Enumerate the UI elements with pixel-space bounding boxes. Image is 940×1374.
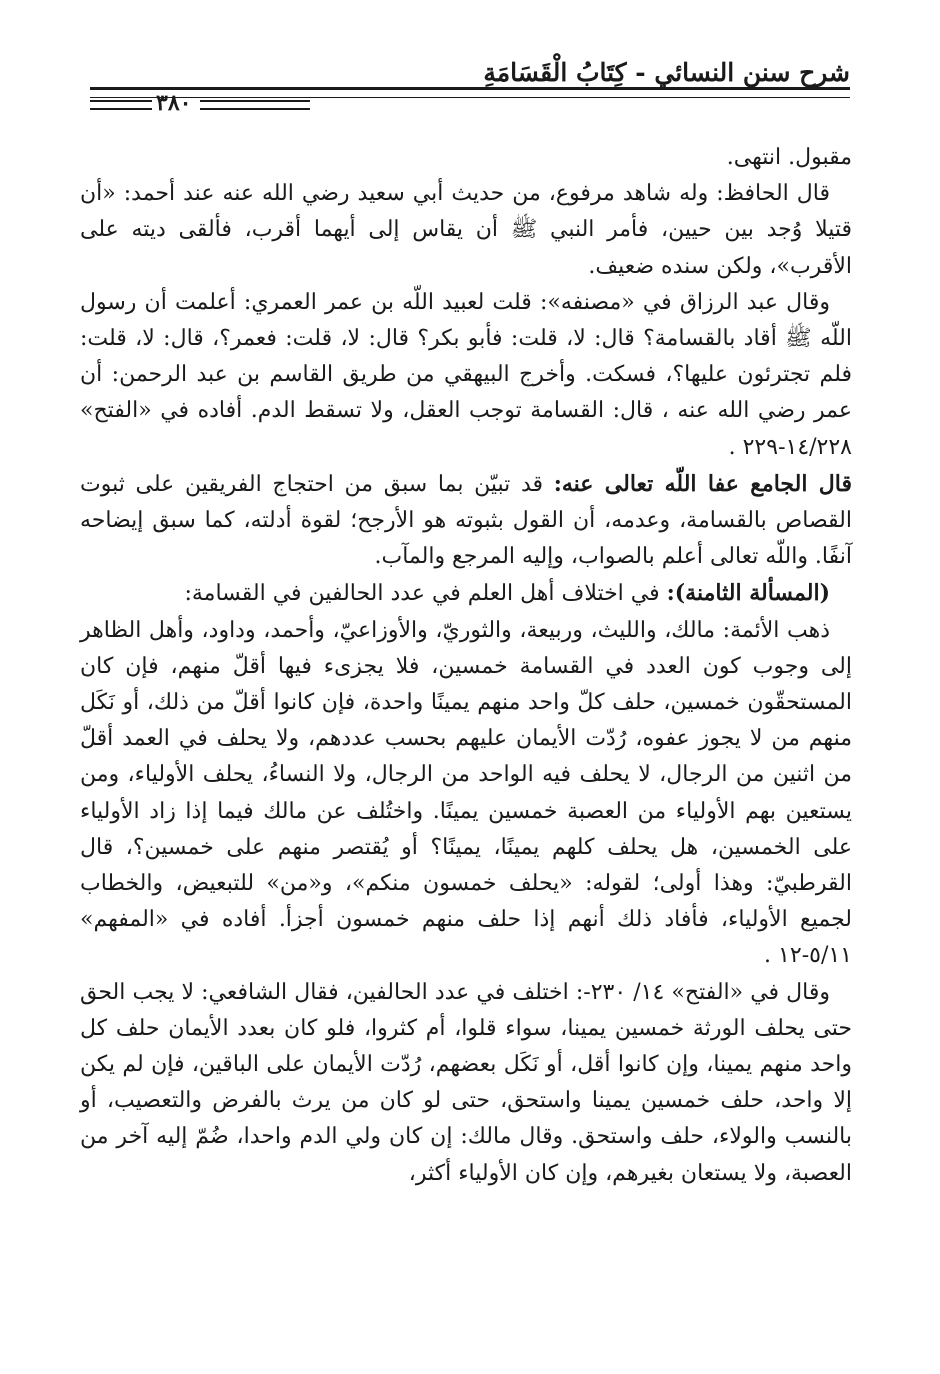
paragraph-text: مقبول. انتهى.: [726, 145, 852, 170]
paragraph-lead: قال الجامع عفا اللّه تعالى عنه:: [553, 470, 852, 497]
paragraph: [80, 140, 852, 176]
paragraph-text: قد تبيّن بما سبق من احتجاج الفريقين على ثبوت القصاص بالقسامة، وعدمه، أن القول بثبوته هو الأرجح؛ لقوة أدلته، كما سبق إيضاحه آنفًا. واللّه تعالى أعلم بالصواب، وإليه المرجع والمآب.: [80, 471, 852, 570]
paragraph: [80, 975, 852, 1192]
paragraph-text: وقال عبد الرزاق في «مصنفه»: قلت لعبيد اللّه بن عمر العمري: أعلمت أن رسول اللّه ﷺ أقاد بالقسامة؟ قال: لا، قلت: فأبو بكر؟ قال: لا، قلت: فعمر؟، قال: لا، قلت: فلم تجترئون عليها؟، فسكت. وأخرج البيهقي من طريق القاسم بن عبد الرحمن: أن عمر رضي الله عنه ، قال: القسامة توجب العقل، ولا تسقط الدم. أفاده في «الفتح» ١٤/٢٢٨-٢٢٩ .: [80, 289, 852, 460]
page-number-block: [90, 90, 310, 130]
paragraph: [80, 285, 852, 466]
paragraph-text: قال الحافظ: وله شاهد مرفوع، من حديث أبي سعيد رضي الله عنه عند أحمد: «أن قتيلا وُجد بين حيين، فأمر النبي ﷺ أن يقاس إلى أيهما أقرب، فألقى ديته على الأقرب»، ولكن سنده ضعيف.: [80, 181, 852, 279]
paragraph: [80, 613, 852, 975]
section-heading: (المسألة الثامنة):: [666, 580, 830, 607]
page-number-rule-right: [200, 100, 310, 110]
paragraph-text: وقال في «الفتح» ١٤/ ٢٣٠-: اختلف في عدد الحالفين، فقال الشافعي: لا يجب الحق حتى يحلف الورثة خمسين يمينا، سواء قلوا، أم كثروا، فلو كان بعدد الأيمان حلف كل واحد منهم يمينا، وإن كانوا أقل، أو نَكَل بعضهم، رُدّت الأيمان على الباقين، فإن لم يكن إلا واحد، حلف خمسين يمينا واستحق، حتى لو كان من يرث بالفرض والتعصيب، أو بالنسب والولاء، حلف واستحق. وقال مالك: إن كان ولي الدم واحدا، ضُمّ إليه آخر من العصبة، ولا يستعان بغيرهم، وإن كان الأولياء أكثر،: [80, 979, 852, 1186]
paragraph-text: ذهب الأئمة: مالك، والليث، وربيعة، والثوريّ، والأوزاعيّ، وأحمد، وداود، وأهل الظاهر إلى وجوب كون العدد في القسامة خمسين، فلا يجزىء فيها أقلّ منهم، فإن كان المستحقّون خمسين، حلف كلّ واحد منهم يمينًا واحدة، فإن كانوا أقلّ من ذلك، أو نَكَل منهم من لا يجوز عفوه، رُدّت الأيمان عليهم بحسب عددهم، ولا يحلف في العمد أقلّ من اثنين من الرجال، لا يحلف فيه الواحد من الرجال، ولا النساءُ، يحلف الأولياء، ومن يستعين بهم الأولياء من العصبة خمسين يمينًا. واختُلف عن مالك فيما إذا زاد الأولياء على الخمسين، هل يحلف كلهم يمينًا، يمينًا؟ أو يُقتصر منهم على خمسين؟، قال القرطبيّ: وهذا أولى؛ لقوله: «يحلف خمسون منكم»، و«من» للتبعيض، والخطاب لجميع الأولياء، فأفاد ذلك أنهم إذا حلف منهم خمسون أجزأ. أفاده في «المفهم» ٥/١١-١٢ .: [80, 617, 852, 969]
body-text: [80, 140, 852, 1192]
page-number: ٣٨٠: [156, 90, 192, 116]
book-title: شرح سنن النسائي - كِتَابُ الْقَسَامَةِ: [483, 58, 850, 87]
paragraph: [80, 575, 852, 612]
paragraph: [80, 176, 852, 285]
page-number-rule-left: [90, 100, 152, 110]
paragraph: [80, 466, 852, 576]
paragraph-text: في اختلاف أهل العلم في عدد الحالفين في القسامة:: [184, 581, 660, 607]
header-double-rule: [90, 87, 850, 98]
running-header: [90, 52, 850, 98]
